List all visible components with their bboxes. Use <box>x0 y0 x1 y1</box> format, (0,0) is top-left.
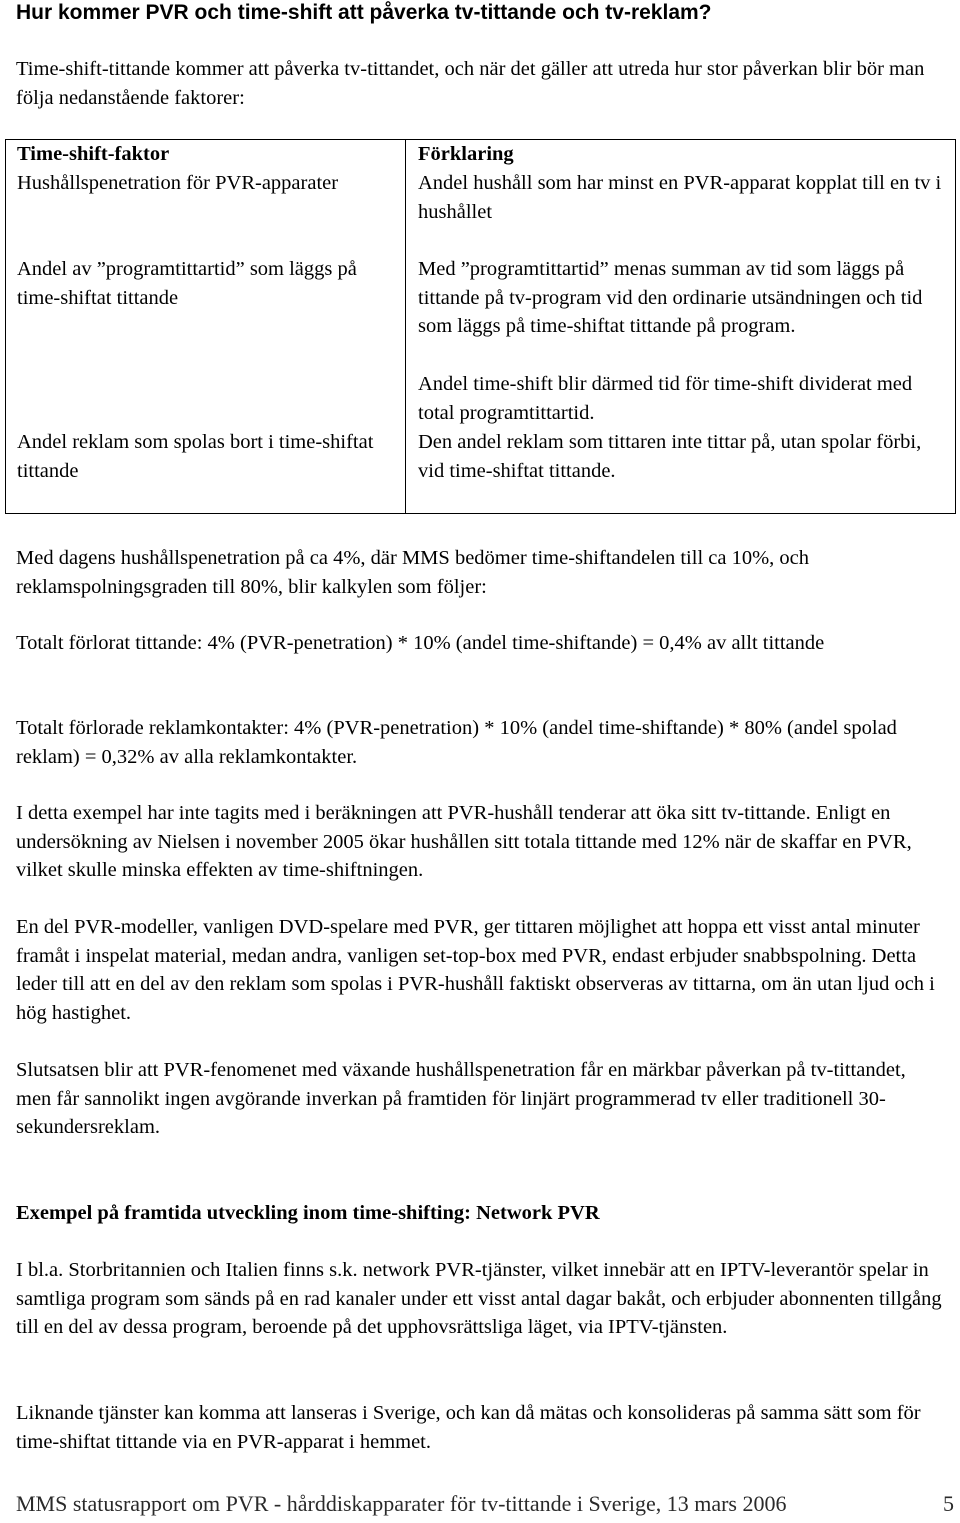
table-row-2-explanation-2: Andel time-shift blir därmed tid för time-shift dividerat med total programtittartid. <box>418 373 913 424</box>
body-paragraph-2: Totalt förlorat tittande: 4% (PVR-penetration) * 10% (andel time-shiftande) = 0,4% av allt tittande <box>16 632 825 654</box>
page-number: 5 <box>943 1491 954 1516</box>
intro-paragraph: Time-shift-tittande kommer att påverka tv-tittandet, och när det gäller att utreda hur stor påverkan blir bör man följa nedanstående faktorer: <box>16 58 925 109</box>
table-row-1-factor: Hushållspenetration för PVR-apparater <box>17 172 339 194</box>
table-header-explanation: Förklaring <box>418 143 514 165</box>
table-column-divider <box>405 140 406 513</box>
body-paragraph-3: Totalt förlorade reklamkontakter: 4% (PVR-penetration) * 10% (andel time-shiftande) * 80% (andel spolad reklam) = 0,32% av alla reklamkontakter. <box>16 717 897 768</box>
body-paragraph-6: Slutsatsen blir att PVR-fenomenet med växande hushållspenetration får en märkbar påverkan på tv-tittandet, men får sannolikt ingen avgörande inverkan på framtiden för linjärt programmerad tv eller traditionell 30-sekundersreklam. <box>16 1059 906 1138</box>
page-heading: Hur kommer PVR och time-shift att påverka tv-tittande och tv-reklam? <box>16 1 712 24</box>
body-paragraph-7: I bl.a. Storbritannien och Italien finns s.k. network PVR-tjänster, vilket innebär att en IPTV-leverantör spelar in samtliga program som sänds på en rad kanaler under ett visst antal dagar bakåt, och erbjuder abonnenten tillgång till en del av dessa program, beroende på det upphovsrättsliga läget, via IPTV-tjänsten. <box>16 1259 942 1338</box>
table-row-2-explanation: Med ”programtittartid” menas summan av tid som läggs på tittande på tv-program vid den ordinarie utsändningen och tid som läggs på time-shiftat tittande på program. <box>418 258 923 337</box>
body-paragraph-5: En del PVR-modeller, vanligen DVD-spelare med PVR, ger tittaren möjlighet att hoppa ett visst antal minuter framåt i inspelat material, medan andra, vanligen set-top-box med PVR, endast erbjuder snabbspolning. Detta leder till att en del av den reklam som spolas i PVR-hushåll faktiskt observeras av tittarna, om än utan ljud och i hög hastighet. <box>16 916 935 1024</box>
table-row-2-factor: Andel av ”programtittartid” som läggs på time-shiftat tittande <box>17 258 357 309</box>
factor-table <box>5 139 956 514</box>
body-paragraph-8: Liknande tjänster kan komma att lanseras i Sverige, och kan då mätas och konsolideras på samma sätt som för time-shiftat tittande via en PVR-apparat i hemmet. <box>16 1402 921 1453</box>
body-paragraph-4: I detta exempel har inte tagits med i beräkningen att PVR-hushåll tenderar att öka sitt tv-tittande. Enligt en undersökning av Nielsen i november 2005 ökar hushållen sitt totala tittande med 12% när de skaffar en PVR, vilket skulle minska effekten av time-shiftningen. <box>16 802 912 881</box>
footer-text: MMS statusrapport om PVR - hårddiskapparater för tv-tittande i Sverige, 13 mars 2006 <box>16 1491 787 1516</box>
table-header-factor: Time-shift-faktor <box>17 143 170 165</box>
table-row-1-explanation: Andel hushåll som har minst en PVR-apparat kopplat till en tv i hushållet <box>418 172 942 223</box>
table-row-3-explanation: Den andel reklam som tittaren inte tittar på, utan spolar förbi, vid time-shiftat tittande. <box>418 431 922 482</box>
table-row-3-factor: Andel reklam som spolas bort i time-shiftat tittande <box>17 431 374 482</box>
body-paragraph-1: Med dagens hushållspenetration på ca 4%, där MMS bedömer time-shiftandelen till ca 10%, och reklamspolningsgraden till 80%, blir kalkylen som följer: <box>16 547 810 598</box>
section-subheading: Exempel på framtida utveckling inom time-shifting: Network PVR <box>16 1202 600 1224</box>
